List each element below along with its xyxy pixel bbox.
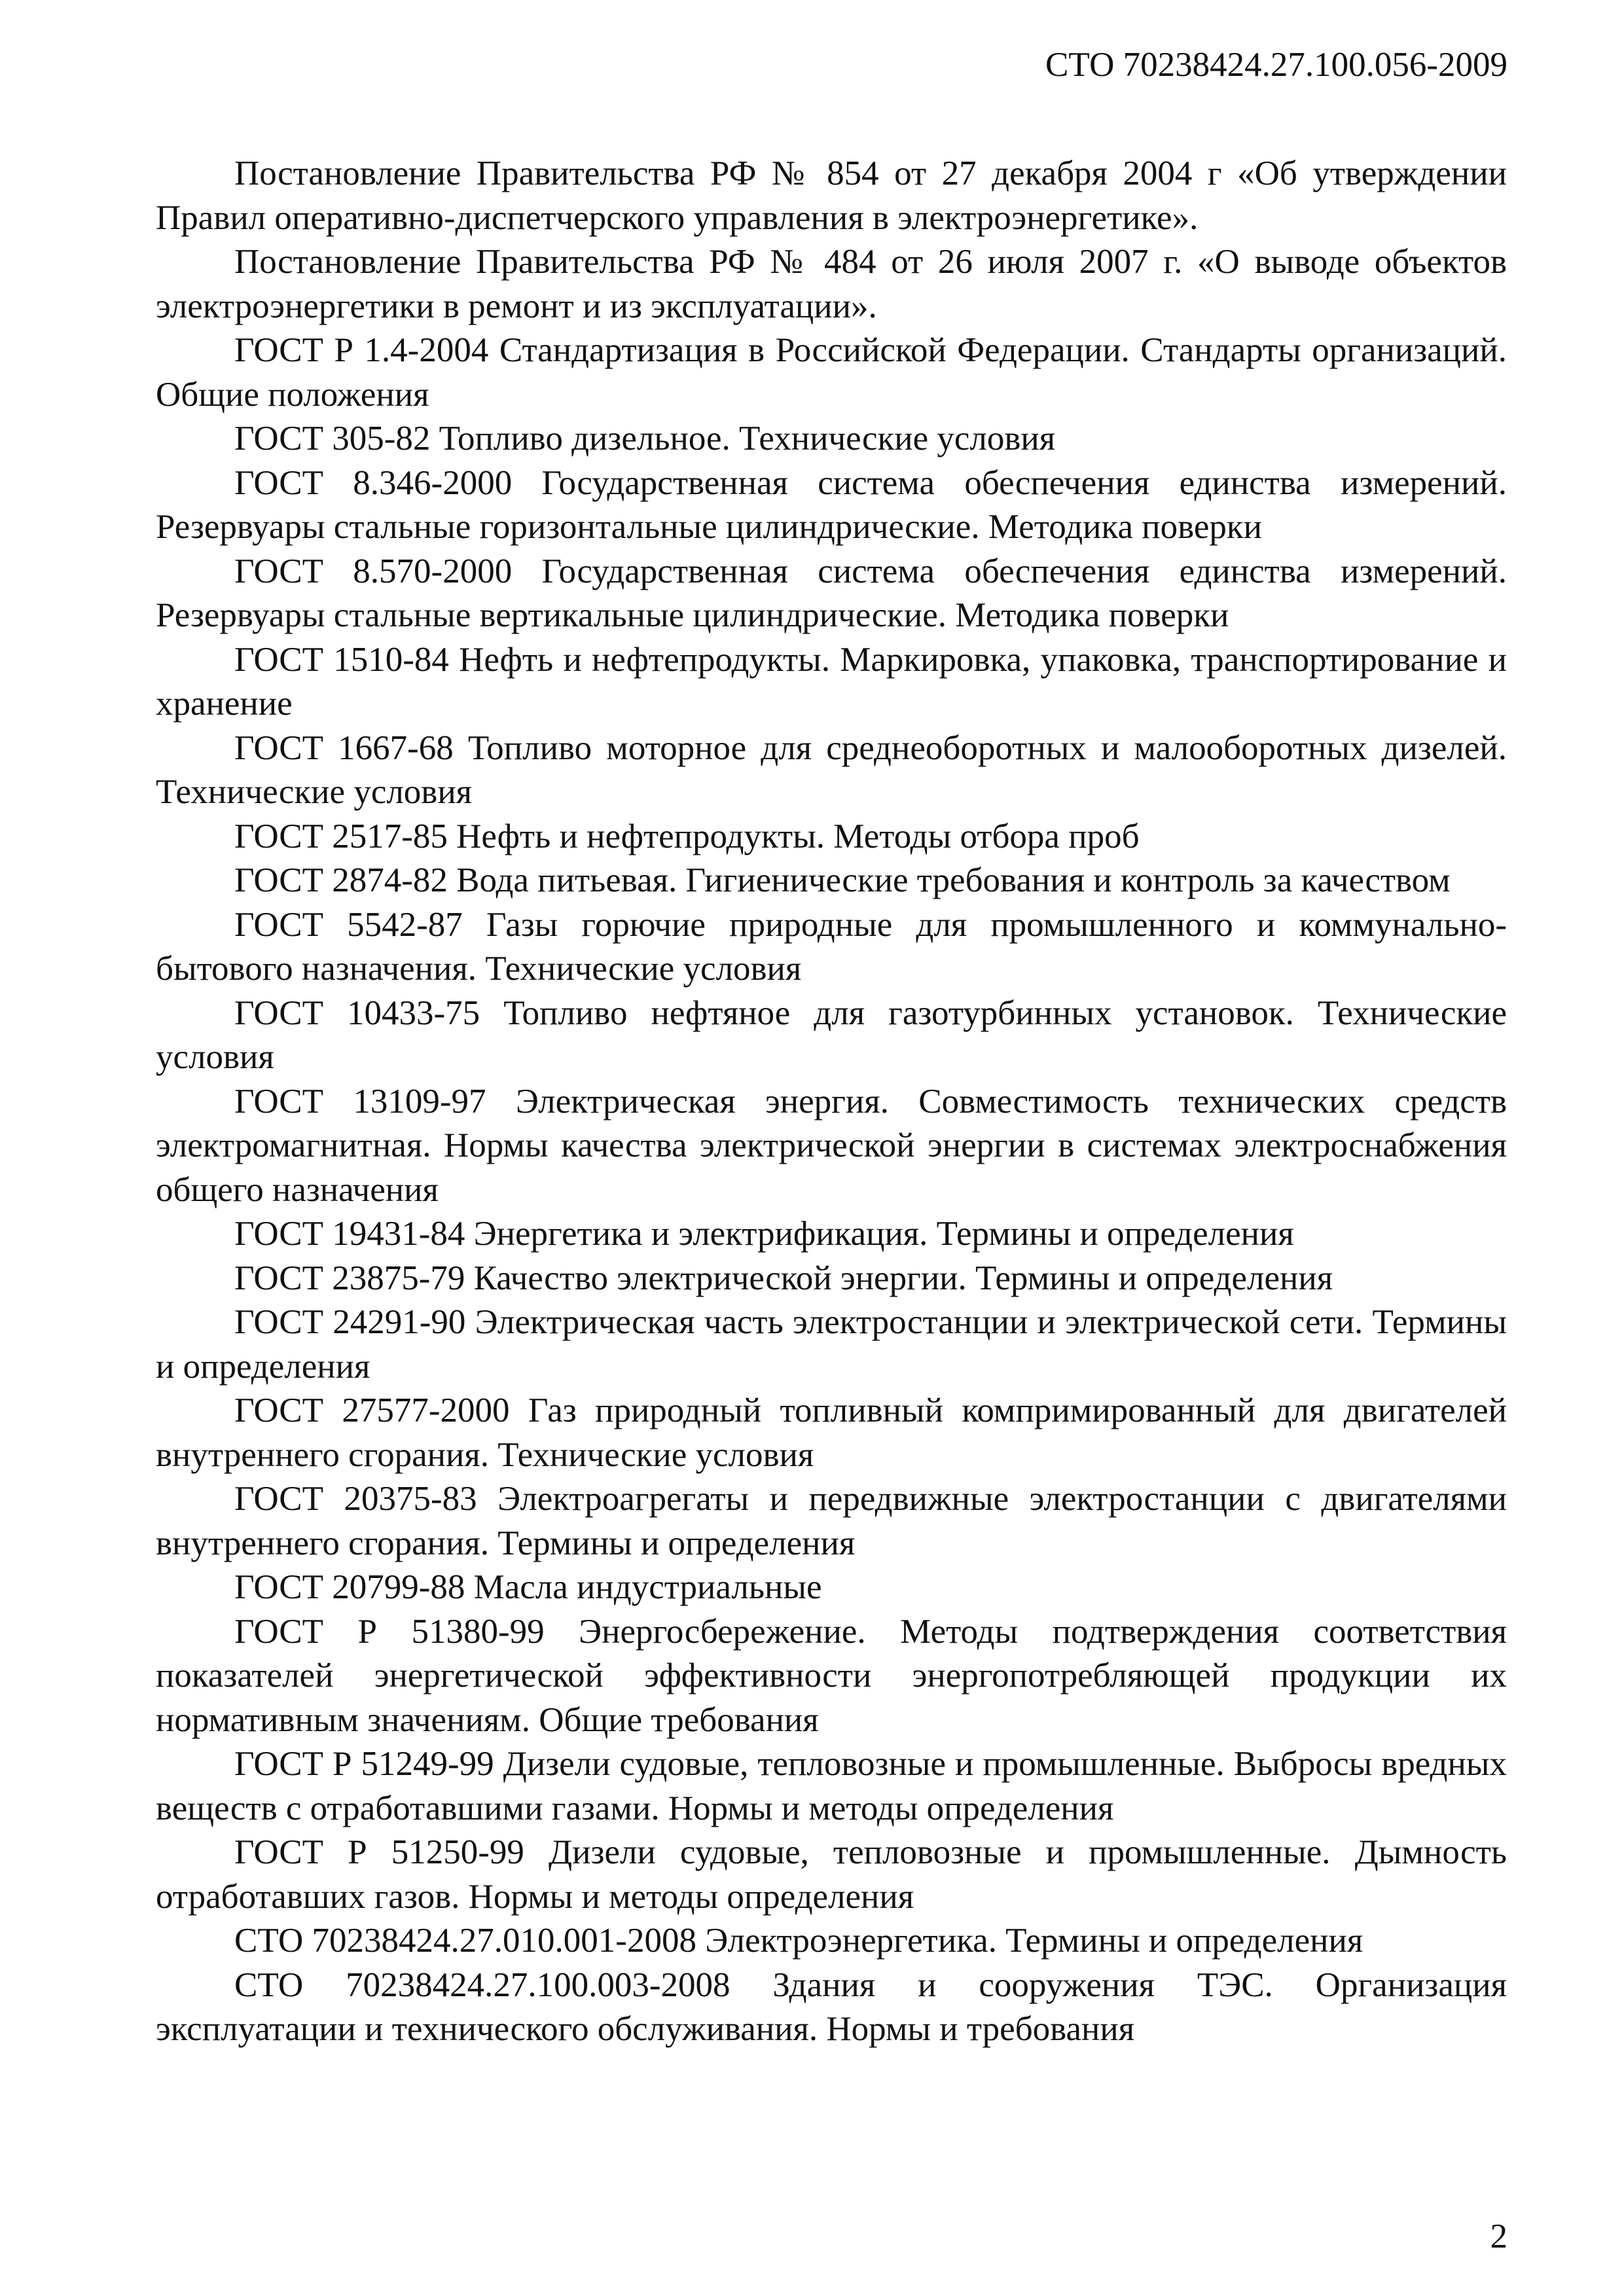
reference-item: ГОСТ 20799-88 Масла индустриальные [234, 1568, 822, 1606]
reference-item: ГОСТ 8.346-2000 Государственная система обеспечения единства измерений. Резервуары стальные горизонтальные цилиндрические. Методика поверки [156, 463, 1507, 546]
normative-references-list [156, 152, 1507, 2052]
reference-item: ГОСТ Р 51250-99 Дизели судовые, тепловозные и промышленные. Дымность отработавших газов. Нормы и методы определения [156, 1833, 1507, 1916]
reference-item: ГОСТ 2874-82 Вода питьевая. Гигиенические требования и контроль за качеством [234, 861, 1451, 899]
reference-item: ГОСТ 23875-79 Качество электрической энергии. Термины и определения [234, 1259, 1333, 1297]
page-number: 2 [1490, 2217, 1507, 2255]
reference-item: ГОСТ Р 51249-99 Дизели судовые, тепловозные и промышленные. Выбросы вредных веществ с отработавшими газами. Нормы и методы определения [156, 1745, 1507, 1827]
reference-item: ГОСТ 305-82 Топливо дизельное. Технические условия [234, 420, 1056, 457]
reference-item: ГОСТ 5542-87 Газы горючие природные для промышленного и коммунально-бытового назначения. Технические условия [156, 905, 1507, 988]
document-code: СТО 70238424.27.100.056-2009 [1045, 46, 1507, 84]
reference-item: ГОСТ 10433-75 Топливо нефтяное для газотурбинных установок. Технические условия [156, 994, 1507, 1076]
reference-item: СТО 70238424.27.100.003-2008 Здания и сооружения ТЭС. Организация эксплуатации и технического обслуживания. Нормы и требования [156, 1965, 1507, 2048]
reference-item: СТО 70238424.27.010.001-2008 Электроэнергетика. Термины и определения [234, 1922, 1363, 1960]
reference-item: ГОСТ 2517-85 Нефть и нефтепродукты. Методы отбора проб [234, 817, 1140, 855]
reference-item: ГОСТ Р 1.4-2004 Стандартизация в Российской Федерации. Стандарты организаций. Общие положения [156, 331, 1507, 414]
reference-item: ГОСТ 24291-90 Электрическая часть электростанции и электрической сети. Термины и определения [156, 1303, 1507, 1386]
reference-item: Постановление Правительства РФ № 854 от 27 декабря 2004 г «Об утверждении Правил оперативно-диспетчерского управления в электроэнергетике». [156, 154, 1507, 237]
reference-item: ГОСТ 13109-97 Электрическая энергия. Совместимость технических средств электромагнитная. Нормы качества электрической энергии в системах электроснабжения общего назначения [156, 1082, 1507, 1209]
reference-item: ГОСТ 27577-2000 Газ природный топливный компримированный для двигателей внутреннего сгорания. Технические условия [156, 1391, 1507, 1474]
reference-item: Постановление Правительства РФ № 484 от 26 июля 2007 г. «О выводе объектов электроэнергетики в ремонт и из эксплуатации». [156, 243, 1507, 325]
reference-item: ГОСТ 1667-68 Топливо моторное для среднеоборотных и малооборотных дизелей. Технические условия [156, 728, 1507, 811]
reference-item: ГОСТ Р 51380-99 Энергосбережение. Методы подтверждения соответствия показателей энергетической эффективности энергопотребляющей продукции их нормативным значениям. Общие требования [156, 1612, 1507, 1739]
reference-item: ГОСТ 20375-83 Электроагрегаты и передвижные электростанции с двигателями внутреннего сгорания. Термины и определения [156, 1480, 1507, 1562]
reference-item: ГОСТ 1510-84 Нефть и нефтепродукты. Маркировка, упаковка, транспортирование и хранение [156, 640, 1507, 723]
reference-item: ГОСТ 19431-84 Энергетика и электрификация. Термины и определения [234, 1215, 1294, 1253]
reference-item: ГОСТ 8.570-2000 Государственная система обеспечения единства измерений. Резервуары стальные вертикальные цилиндрические. Методика поверки [156, 552, 1507, 634]
